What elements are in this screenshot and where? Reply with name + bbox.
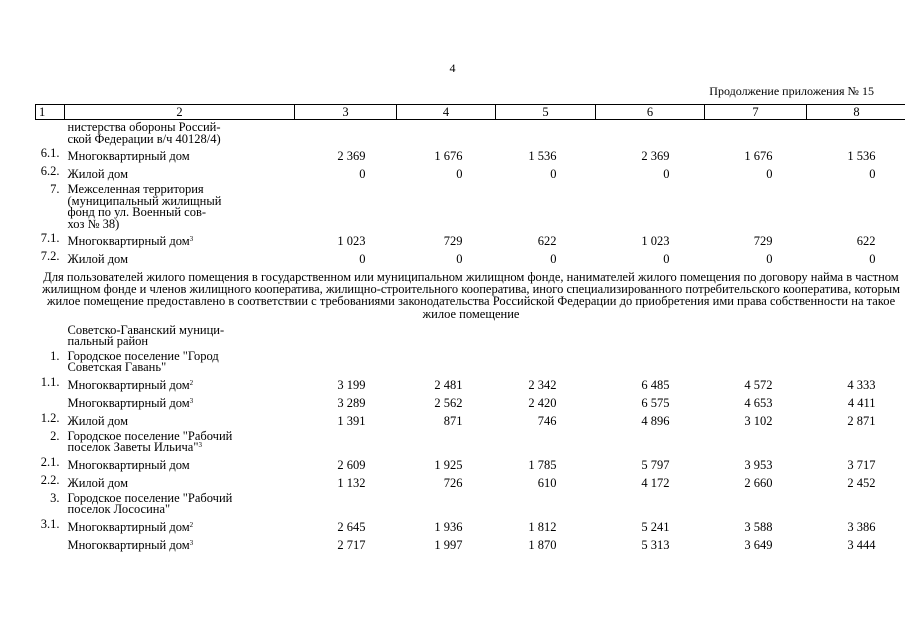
row-label: Жилой дом [67,413,128,428]
value-cell: 3 953 [744,457,773,472]
value-cell [705,120,807,147]
row-number [36,323,65,349]
value-cell [596,349,705,375]
value-cell: 6 575 [641,395,670,410]
value-cell [496,182,596,231]
value-cell [705,182,807,231]
table-row [36,375,905,393]
value-cell: 4 572 [744,377,773,392]
table-header-row [36,105,905,120]
value-cell: 1 391 [337,413,366,428]
row-label: Советско-Гаванский муници- пальный район [67,322,225,349]
row-label-cell [65,473,295,491]
footnote-marker: 3 [189,538,194,547]
table-row [36,455,905,473]
value-cell: 0 [359,252,366,266]
value-cell: 2 609 [337,457,366,472]
group-row [36,491,905,517]
column-header: 6 [596,105,705,120]
value-cell [397,491,496,517]
row-number: 7.1. [40,231,60,245]
row-label: Городское поселение "Рабочий поселок Заветы Ильича" [67,428,233,455]
row-number: 1.1. [40,374,60,389]
continuation-note: Продолжение приложения № 15 [709,84,874,98]
row-label: Жилой дом [67,167,128,181]
row-label: Многоквартирный дом [67,519,190,534]
value-cell: 0 [456,252,463,266]
group-row [36,323,905,349]
value-cell [596,491,705,517]
row-label-cell [65,120,295,147]
value-cell [397,120,496,147]
value-cell: 2 660 [744,475,773,490]
row-label-cell [65,517,295,535]
row-number [36,535,65,553]
value-cell [705,349,807,375]
value-cell [397,323,496,349]
column-header: 7 [705,105,807,120]
value-cell [496,349,596,375]
row-label: Многоквартирный дом [67,149,190,163]
value-cell: 0 [550,252,557,266]
column-header: 2 [65,105,295,120]
row-label-cell [65,411,295,429]
value-cell: 4 411 [847,395,876,410]
value-cell: 0 [663,167,670,181]
table-row [36,411,905,429]
value-cell: 2 369 [641,149,670,163]
group-row [36,182,905,231]
column-header: 5 [496,105,596,120]
row-label-cell [65,349,295,375]
value-cell [807,349,905,375]
table-body [36,120,905,553]
value-cell [496,429,596,455]
section-note-row [36,267,905,323]
value-cell [295,323,397,349]
value-cell: 3 588 [744,519,773,534]
value-cell [295,429,397,455]
value-cell: 2 562 [434,395,463,410]
value-cell [295,182,397,231]
value-cell: 2 420 [528,395,557,410]
value-cell: 1 536 [528,149,557,163]
footnote-marker: 3 [189,396,194,405]
value-cell [596,120,705,147]
value-cell: 729 [443,234,463,248]
value-cell: 1 676 [744,149,773,163]
footnote-marker: 3 [198,441,202,450]
row-label: Городское поселение "Рабочий поселок Лососина" [67,490,233,517]
value-cell [397,182,496,231]
row-label: Жилой дом [67,475,128,490]
row-number: 2.1. [40,454,60,469]
value-cell: 2 342 [528,377,557,392]
row-number: 1. [50,348,60,363]
value-cell: 1 536 [847,149,876,163]
value-cell: 1 023 [641,234,670,248]
value-cell [596,323,705,349]
row-label-cell [65,164,295,182]
value-cell: 1 132 [337,475,366,490]
group-row [36,120,905,147]
value-cell: 0 [766,252,773,266]
value-cell: 3 649 [744,537,773,552]
row-label: Городское поселение "Город Советская Гавань" [67,348,219,375]
table-row [36,164,905,182]
value-cell: 610 [537,475,557,490]
value-cell: 0 [663,252,670,266]
value-cell: 4 653 [744,395,773,410]
value-cell [295,491,397,517]
group-row [36,349,905,375]
row-number: 7. [50,182,60,196]
value-cell [807,120,905,147]
value-cell: 3 444 [847,537,876,552]
value-cell: 2 645 [337,519,366,534]
value-cell: 1 023 [337,234,366,248]
value-cell: 2 369 [337,149,366,163]
value-cell: 1 812 [528,519,557,534]
row-number: 6.2. [40,164,60,178]
value-cell: 3 386 [847,519,876,534]
value-cell: 871 [443,413,463,428]
value-cell [807,491,905,517]
value-cell [807,323,905,349]
column-header: 8 [807,105,905,120]
value-cell: 5 797 [641,457,670,472]
value-cell: 4 333 [847,377,876,392]
row-number [36,393,65,411]
value-cell: 622 [537,234,557,248]
value-cell [397,349,496,375]
row-label: Жилой дом [67,252,128,266]
row-label: нистерства обороны Россий- ской Федерации в/ч 40128/4) [67,120,221,146]
value-cell [295,349,397,375]
footnote-marker: 3 [189,235,194,243]
value-cell [295,120,397,147]
value-cell: 2 452 [847,475,876,490]
table-row [36,473,905,491]
value-cell [705,491,807,517]
value-cell: 0 [766,167,773,181]
footnote-marker: 2 [189,520,194,529]
row-label-cell [65,491,295,517]
value-cell: 5 241 [641,519,670,534]
value-cell: 1 870 [528,537,557,552]
value-cell: 3 289 [337,395,366,410]
value-cell: 2 481 [434,377,463,392]
value-cell [496,323,596,349]
value-cell: 1 936 [434,519,463,534]
row-label-cell [65,393,295,411]
value-cell: 0 [456,167,463,181]
value-cell: 2 717 [337,537,366,552]
table-row [36,249,905,267]
value-cell [807,429,905,455]
value-cell: 1 925 [434,457,463,472]
value-cell: 1 997 [434,537,463,552]
row-number: 1.2. [40,410,60,425]
value-cell: 2 871 [847,413,876,428]
row-number: 2. [50,428,60,443]
value-cell: 746 [537,413,557,428]
row-number: 3. [50,490,60,505]
row-label-cell [65,182,295,231]
row-label-cell [65,323,295,349]
value-cell [596,429,705,455]
value-cell [397,429,496,455]
row-label-cell [65,375,295,393]
row-label-cell [65,231,295,249]
row-label: Многоквартирный дом [67,377,190,392]
value-cell: 4 896 [641,413,670,428]
value-cell: 6 485 [641,377,670,392]
table-row [36,231,905,249]
column-header: 4 [397,105,496,120]
value-cell: 0 [869,167,876,181]
value-cell: 4 172 [641,475,670,490]
value-cell [496,120,596,147]
footnote-marker: 2 [189,378,194,387]
value-cell: 726 [443,475,463,490]
row-label-cell [65,455,295,473]
row-label: Многоквартирный дом [67,234,190,248]
row-label-cell [65,535,295,553]
value-cell: 0 [869,252,876,266]
section-note: Для пользователей жилого помещения в государственном или муниципальном жилищном фонде, нанимателей жилого помещения по договору найма в частном жилищном фонде и членов жилищного кооператива, жилищно-строительного кооператива, иного специализированного потребительского кооператива, которым жилое помещение предоставлено в соответствии с требованиями законодательства Российской Федерации до приобретения ими права собственности на такое жилое помещение [41,270,901,321]
row-label-cell [65,146,295,164]
row-label: Межселенная территория (муниципальный жилищный фонд по ул. Военный сов- хоз № 38) [67,182,222,231]
table-row [36,517,905,535]
row-label-cell [65,429,295,455]
table-row [36,393,905,411]
value-cell [807,182,905,231]
value-cell [705,323,807,349]
value-cell: 0 [550,167,557,181]
column-header: 3 [295,105,397,120]
row-number: 6.1. [40,146,60,160]
row-number: 2.2. [40,472,60,487]
value-cell [705,429,807,455]
tariff-table [35,104,905,553]
row-label-cell [65,249,295,267]
table-row [36,146,905,164]
value-cell [496,491,596,517]
value-cell [596,182,705,231]
value-cell: 729 [753,234,773,248]
row-number [36,120,65,147]
value-cell: 5 313 [641,537,670,552]
value-cell: 3 717 [847,457,876,472]
value-cell: 1 785 [528,457,557,472]
value-cell: 3 199 [337,377,366,392]
value-cell: 3 102 [744,413,773,428]
page-number: 4 [449,61,456,75]
row-label: Многоквартирный дом [67,457,190,472]
row-label: Многоквартирный дом [67,537,190,552]
group-row [36,429,905,455]
row-label: Многоквартирный дом [67,395,190,410]
value-cell: 1 676 [434,149,463,163]
value-cell: 0 [359,167,366,181]
value-cell: 622 [856,234,876,248]
column-header: 1 [36,105,65,120]
row-number: 3.1. [40,516,60,531]
row-number: 7.2. [40,249,60,263]
table-row [36,535,905,553]
